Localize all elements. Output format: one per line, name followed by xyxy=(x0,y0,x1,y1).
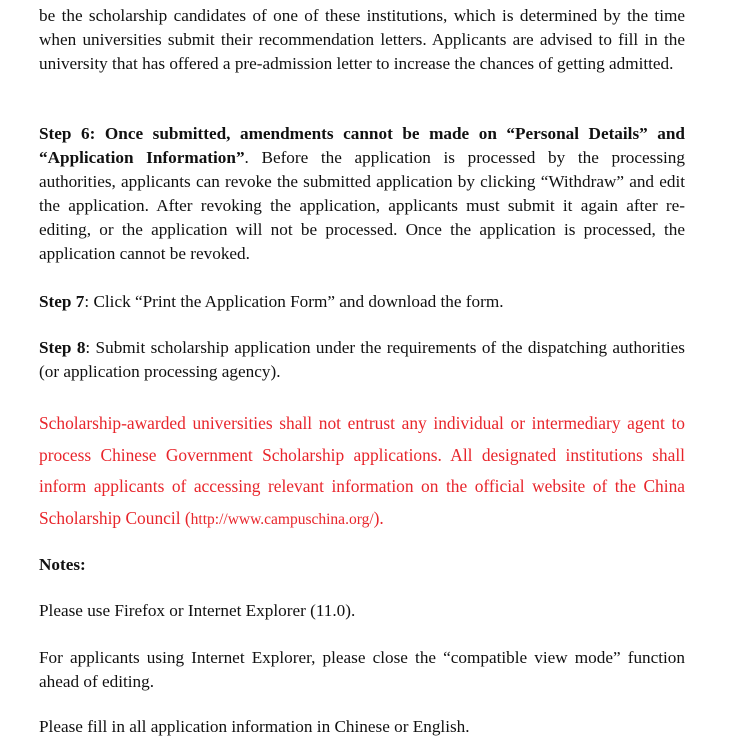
step-6-paragraph xyxy=(39,122,685,266)
step-7-text: : Click “Print the Application Form” and download the form. xyxy=(84,292,504,311)
step-8-paragraph xyxy=(39,336,685,384)
csc-website-link[interactable]: http://www.campuschina.org/ xyxy=(190,510,374,528)
step-8-label: Step 8 xyxy=(39,338,86,357)
warning-suffix: ). xyxy=(373,507,384,528)
note-item: Please use Firefox or Internet Explorer (11.0). xyxy=(39,601,356,620)
notes-heading: Notes: xyxy=(39,555,86,574)
step-7-paragraph xyxy=(39,290,504,314)
step-6-bold-text: : Once submitted, amendments cannot be made on “Personal Details” and “Application Information” xyxy=(39,124,685,167)
step-6-label: Step 6 xyxy=(39,124,90,143)
paragraph-continuation: be the scholarship candidates of one of these institutions, which is determined by the time when universities submit their recommendation letters. Applicants are advised to fill in the university that has offered a pre-admission letter to increase the chances of getting admitted. xyxy=(39,6,685,73)
step-6-text: . Before the application is processed by the processing authorities, applicants can revoke the submitted application by clicking “Withdraw” and edit the application. After revoking the application, applicants must submit it again after re-editing, or the application will not be processed. Once the application is processed, the application cannot be revoked. xyxy=(39,148,685,263)
step-7-label: Step 7 xyxy=(39,292,85,311)
warning-paragraph xyxy=(39,408,685,535)
warning-text: Scholarship-awarded universities shall not entrust any individual or intermediary agent to process Chinese Government Scholarship applications. All designated institutions shall inform applicants of accessing relevant information on the official website of the China Scholarship Council ( xyxy=(39,413,685,528)
note-item: Please fill in all application information in Chinese or English. xyxy=(39,717,470,736)
step-8-text: : Submit scholarship application under the requirements of the dispatching authorities (or application processing agency). xyxy=(39,338,685,381)
note-item: For applicants using Internet Explorer, please close the “compatible view mode” function ahead of editing. xyxy=(39,648,685,691)
